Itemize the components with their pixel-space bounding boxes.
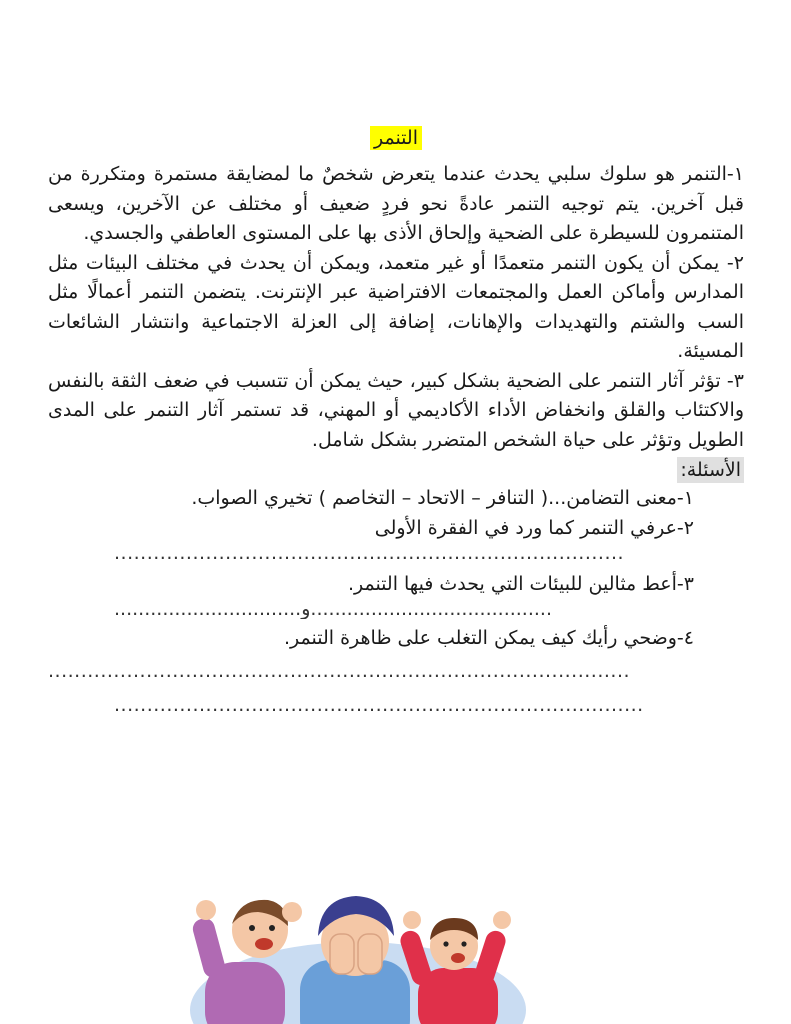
bullying-children-illustration-icon <box>180 890 530 1024</box>
answer-line-q4-2[interactable]: ................................................................................. <box>114 695 644 715</box>
question-2: ٢-عرفي التنمر كما ورد في الفقرة الأولى <box>374 517 694 539</box>
questions-heading-row <box>48 457 744 483</box>
answer-line-q4-1[interactable]: ......................................................................................... <box>48 661 631 681</box>
page-title: التنمر <box>370 126 422 150</box>
paragraph-2: ٢- يمكن أن يكون التنمر متعمدًا أو غير متعمد، ويمكن أن يحدث في مختلف البيئات مثل المدارس وأماكن العمل والمجتمعات الافتراضية عبر الإنترنت. يتضمن التنمر أعمالًا مثل السب والشتم والتهديدات والإهانات، إضافة إلى العزلة الاجتماعية وانتشار الشائعات المسيئة. <box>48 251 744 362</box>
questions-heading: الأسئلة: <box>677 457 744 483</box>
answer-line-q3[interactable]: ...............................و........................................ <box>114 599 553 619</box>
worksheet <box>48 126 744 715</box>
question-4: ٤-وضحي رأيك كيف يمكن التغلب على ظاهرة التنمر. <box>284 627 694 649</box>
question-3: ٣-أعط مثالين للبيئات التي يحدث فيها التنمر. <box>347 573 694 595</box>
answer-line-q2[interactable]: .............................................................................. <box>114 543 625 563</box>
title-row <box>48 126 744 160</box>
paragraph-1: ١-التنمر هو سلوك سلبي يحدث عندما يتعرض شخصٌ ما لمضايقة مستمرة ومتكررة من قبل آخرين. يتم توجيه التنمر عادةً نحو فردٍ ضعيف أو مختلف عن الآخرين، ويسعى المتنمرون للسيطرة على الضحية وإلحاق الأذى بها على المستوى العاطفي والجسدي. <box>48 163 744 244</box>
paragraph-3: ٣- تؤثر آثار التنمر على الضحية بشكل كبير، حيث يمكن أن تتسبب في ضعف الثقة بالنفس والاكتئاب والقلق وانخفاض الأداء الأكاديمي أو المهني، قد تستمر آثار التنمر على المدى الطويل وتؤثر على حياة الشخص المتضرر بشكل شامل. <box>48 369 744 451</box>
question-1: ١-معنى التضامن...( التنافر – الاتحاد – التخاصم ) تخيري الصواب. <box>191 487 694 509</box>
